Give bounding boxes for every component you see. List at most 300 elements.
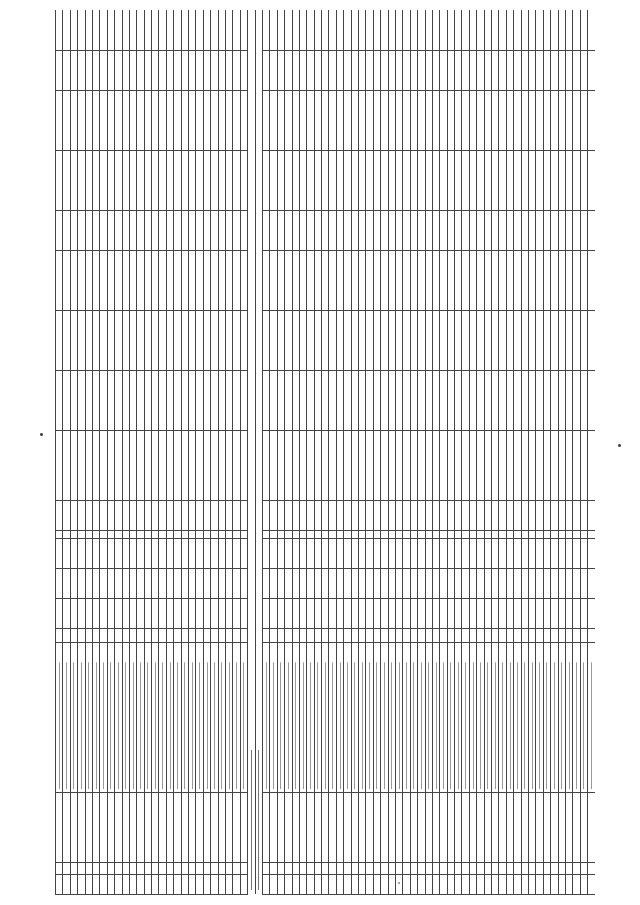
table-cell (565, 629, 572, 643)
table-cell (63, 371, 70, 431)
table-cell (336, 501, 343, 531)
table-cell (329, 91, 336, 151)
table-cell (558, 311, 565, 371)
table-cell (285, 599, 292, 629)
table-cell (543, 501, 550, 531)
table-cell (92, 531, 99, 539)
table-cell (189, 151, 196, 211)
table-cell (203, 793, 210, 863)
table-cell (203, 151, 210, 211)
table-cell (152, 91, 159, 151)
table-cell (56, 599, 63, 629)
table-cell (492, 863, 499, 875)
table-cell (388, 629, 395, 643)
table-cell (395, 371, 402, 431)
table-cell (262, 629, 269, 643)
table-cell (403, 51, 410, 91)
table-cell (233, 531, 240, 539)
table-cell (484, 211, 491, 251)
table-cell (144, 569, 151, 599)
table-row (336, 10, 343, 895)
table-row (329, 10, 336, 895)
table-cell (469, 10, 476, 51)
table-cell (63, 311, 70, 371)
table-cell (225, 431, 232, 501)
table-cell (129, 431, 136, 501)
table-cell (440, 539, 447, 569)
table-cell (529, 875, 536, 895)
table-cell (558, 371, 565, 431)
table-cell (477, 539, 484, 569)
table-cell (174, 539, 181, 569)
table-row (240, 10, 247, 895)
table-cell (240, 863, 247, 875)
table-cell (196, 311, 203, 371)
table-cell (455, 629, 462, 643)
table-cell (492, 51, 499, 91)
table-cell (299, 211, 306, 251)
table-cell (477, 643, 484, 793)
table-cell (521, 91, 528, 151)
table-cell (329, 793, 336, 863)
table-cell (484, 10, 491, 51)
table-cell (388, 875, 395, 895)
table-cell (521, 371, 528, 431)
table-cell (322, 211, 329, 251)
table-cell (100, 10, 107, 51)
table-cell (299, 311, 306, 371)
table-cell (366, 531, 373, 539)
table-cell (233, 793, 240, 863)
table-cell (122, 371, 129, 431)
table-cell (351, 863, 358, 875)
table-cell (418, 531, 425, 539)
table-cell (381, 51, 388, 91)
table-cell (551, 91, 558, 151)
table-cell (344, 599, 351, 629)
table-cell (277, 875, 284, 895)
table-cell (432, 569, 439, 599)
table-cell (92, 91, 99, 151)
table-cell (277, 311, 284, 371)
table-cell (536, 10, 543, 51)
table-cell (373, 793, 380, 863)
table-cell (425, 569, 432, 599)
table-row (551, 10, 558, 895)
table-cell (203, 531, 210, 539)
table-cell (506, 863, 513, 875)
table-cell (558, 629, 565, 643)
table-cell (78, 371, 85, 431)
table-cell (351, 10, 358, 51)
table-cell (492, 211, 499, 251)
table-cell (85, 863, 92, 875)
table-cell (166, 629, 173, 643)
table-cell (277, 10, 284, 51)
table-cell (107, 91, 114, 151)
table-cell (122, 251, 129, 311)
table-cell (506, 629, 513, 643)
table-cell (277, 539, 284, 569)
table-row (56, 10, 63, 895)
table-cell (506, 599, 513, 629)
table-cell (381, 251, 388, 311)
table-cell (573, 10, 580, 51)
table-cell (395, 629, 402, 643)
table-cell (166, 539, 173, 569)
table-cell (418, 501, 425, 531)
table-cell (573, 251, 580, 311)
table-cell (521, 875, 528, 895)
table-cell (144, 371, 151, 431)
table-cell (499, 91, 506, 151)
table-cell (85, 251, 92, 311)
table-cell (506, 793, 513, 863)
table-cell (529, 599, 536, 629)
table-cell (351, 371, 358, 431)
table-cell (425, 875, 432, 895)
table-cell (351, 251, 358, 311)
table-cell (381, 643, 388, 793)
table-cell (277, 569, 284, 599)
table-cell (144, 91, 151, 151)
table-cell (573, 599, 580, 629)
table-cell (137, 10, 144, 51)
table-cell (447, 91, 454, 151)
table-cell (469, 211, 476, 251)
table-row (115, 10, 122, 895)
table-cell (189, 863, 196, 875)
table-cell (285, 629, 292, 643)
table-cell (344, 569, 351, 599)
table-cell (299, 875, 306, 895)
table-cell (536, 863, 543, 875)
table-cell (351, 91, 358, 151)
table-cell (292, 501, 299, 531)
table-cell (403, 501, 410, 531)
table-cell (307, 863, 314, 875)
table-row (299, 10, 306, 895)
table-cell (292, 371, 299, 431)
table-cell (144, 539, 151, 569)
table-cell (292, 863, 299, 875)
table-cell (344, 501, 351, 531)
table-cell (115, 539, 122, 569)
table-cell (477, 629, 484, 643)
table-cell (78, 151, 85, 211)
table-cell (388, 599, 395, 629)
table-cell (233, 91, 240, 151)
table-cell (329, 531, 336, 539)
table-cell (174, 431, 181, 501)
table-cell (240, 501, 247, 531)
table-cell (189, 251, 196, 311)
table-cell (373, 599, 380, 629)
table-cell (425, 431, 432, 501)
table-cell (314, 10, 321, 51)
table-cell (573, 371, 580, 431)
table-cell (588, 151, 595, 211)
table-cell (344, 643, 351, 793)
table-cell (107, 10, 114, 51)
table-cell (477, 311, 484, 371)
table-cell (129, 501, 136, 531)
table-cell (469, 371, 476, 431)
table-cell (203, 91, 210, 151)
table-cell (447, 629, 454, 643)
table-cell (543, 51, 550, 91)
table-cell (240, 569, 247, 599)
table-cell (588, 643, 595, 793)
table-cell (329, 501, 336, 531)
table-cell (203, 863, 210, 875)
table-cell (484, 629, 491, 643)
table-cell (211, 371, 218, 431)
table-cell (270, 151, 277, 211)
table-cell (469, 151, 476, 211)
table-cell (477, 793, 484, 863)
table-cell (410, 501, 417, 531)
table-cell (440, 569, 447, 599)
table-cell (314, 569, 321, 599)
table-cell (137, 569, 144, 599)
table-cell (477, 569, 484, 599)
table-cell (529, 211, 536, 251)
table-cell (56, 875, 63, 895)
table-cell (174, 211, 181, 251)
table-cell (565, 51, 572, 91)
table-cell (329, 629, 336, 643)
table-cell (484, 311, 491, 371)
table-cell (529, 10, 536, 51)
table-cell (462, 251, 469, 311)
table-cell (425, 10, 432, 51)
table-cell (270, 91, 277, 151)
table-cell (425, 793, 432, 863)
table-cell (152, 539, 159, 569)
table-cell (233, 151, 240, 211)
table-cell (462, 431, 469, 501)
table-cell (203, 371, 210, 431)
table-cell (477, 431, 484, 501)
table-cell (543, 643, 550, 793)
table-cell (107, 51, 114, 91)
table-cell (115, 569, 122, 599)
table-cell (551, 251, 558, 311)
table-cell (462, 875, 469, 895)
table-cell (122, 311, 129, 371)
table-cell (107, 599, 114, 629)
table-cell (307, 793, 314, 863)
table-cell (410, 863, 417, 875)
table-cell (440, 211, 447, 251)
table-cell (107, 863, 114, 875)
table-cell (381, 863, 388, 875)
table-cell (107, 629, 114, 643)
table-cell (322, 629, 329, 643)
table-cell (166, 793, 173, 863)
table-cell (70, 793, 77, 863)
table-cell (92, 629, 99, 643)
table-cell (218, 371, 225, 431)
table-cell (477, 599, 484, 629)
table-cell (137, 863, 144, 875)
table-cell (270, 311, 277, 371)
table-cell (78, 91, 85, 151)
table-cell (196, 629, 203, 643)
table-cell (373, 863, 380, 875)
table-cell (181, 10, 188, 51)
table-cell (92, 599, 99, 629)
table-cell (492, 793, 499, 863)
table-cell (373, 371, 380, 431)
table-cell (440, 643, 447, 793)
table-cell (477, 51, 484, 91)
table-cell (418, 431, 425, 501)
table-cell (152, 569, 159, 599)
table-cell (514, 875, 521, 895)
table-cell (285, 569, 292, 599)
table-cell (410, 91, 417, 151)
table-cell (56, 643, 63, 793)
table-cell (521, 599, 528, 629)
table-cell (277, 863, 284, 875)
table-cell (159, 10, 166, 51)
table-cell (514, 10, 521, 51)
table-cell (462, 569, 469, 599)
table-cell (484, 875, 491, 895)
table-cell (314, 599, 321, 629)
table-cell (56, 863, 63, 875)
table-cell (403, 875, 410, 895)
table-cell (336, 91, 343, 151)
table-cell (211, 501, 218, 531)
table-cell (277, 793, 284, 863)
table-cell (174, 10, 181, 51)
table-cell (70, 629, 77, 643)
table-cell (152, 501, 159, 531)
table-cell (529, 151, 536, 211)
table-cell (211, 91, 218, 151)
table-cell (536, 251, 543, 311)
table-cell (462, 539, 469, 569)
table-cell (166, 91, 173, 151)
table-cell (388, 51, 395, 91)
table-cell (314, 539, 321, 569)
table-cell (314, 91, 321, 151)
table-cell (137, 793, 144, 863)
table-cell (92, 569, 99, 599)
table-cell (85, 311, 92, 371)
table-cell (336, 531, 343, 539)
table-cell (558, 251, 565, 311)
table-cell (196, 793, 203, 863)
table-cell (225, 569, 232, 599)
table-cell (78, 599, 85, 629)
table-cell (63, 875, 70, 895)
table-cell (211, 431, 218, 501)
table-cell (551, 51, 558, 91)
table-cell (262, 863, 269, 875)
table-cell (373, 311, 380, 371)
table-cell (144, 793, 151, 863)
table-cell (159, 91, 166, 151)
table-cell (107, 371, 114, 431)
table-cell (543, 793, 550, 863)
table-cell (514, 251, 521, 311)
table-cell (137, 643, 144, 793)
table-cell (588, 91, 595, 151)
table-cell (410, 311, 417, 371)
table-cell (580, 51, 587, 91)
table-cell (299, 501, 306, 531)
table-cell (351, 643, 358, 793)
table-cell (469, 91, 476, 151)
table-cell (211, 539, 218, 569)
table-cell (159, 51, 166, 91)
table-cell (329, 539, 336, 569)
table-cell (565, 875, 572, 895)
table-cell (322, 371, 329, 431)
table-cell (233, 211, 240, 251)
table-cell (529, 51, 536, 91)
table-cell (211, 875, 218, 895)
table-cell (344, 371, 351, 431)
table-cell (70, 569, 77, 599)
table-cell (225, 251, 232, 311)
table-cell (115, 863, 122, 875)
table-row (218, 10, 225, 895)
table-cell (388, 793, 395, 863)
table-cell (129, 211, 136, 251)
table-cell (92, 643, 99, 793)
table-cell (181, 91, 188, 151)
table-cell (359, 151, 366, 211)
table-cell (225, 311, 232, 371)
table-cell (329, 311, 336, 371)
table-cell (314, 501, 321, 531)
table-cell (314, 371, 321, 431)
table-cell (506, 531, 513, 539)
table-cell (359, 311, 366, 371)
table-cell (551, 643, 558, 793)
table-cell (565, 251, 572, 311)
table-row (307, 10, 314, 895)
table-cell (299, 599, 306, 629)
table-cell (529, 629, 536, 643)
table-cell (551, 629, 558, 643)
table-cell (469, 251, 476, 311)
table-cell (270, 10, 277, 51)
table-row (418, 10, 425, 895)
table-cell (388, 863, 395, 875)
table-cell (565, 863, 572, 875)
table-cell (469, 793, 476, 863)
table-cell (285, 251, 292, 311)
table-cell (558, 875, 565, 895)
table-cell (373, 531, 380, 539)
table-cell (314, 251, 321, 311)
table-cell (410, 10, 417, 51)
table-cell (551, 151, 558, 211)
table-cell (477, 151, 484, 211)
table-cell (78, 629, 85, 643)
table-row (344, 10, 351, 895)
table-cell (270, 599, 277, 629)
table-row (181, 10, 188, 895)
table-cell (447, 10, 454, 51)
table-cell (573, 643, 580, 793)
